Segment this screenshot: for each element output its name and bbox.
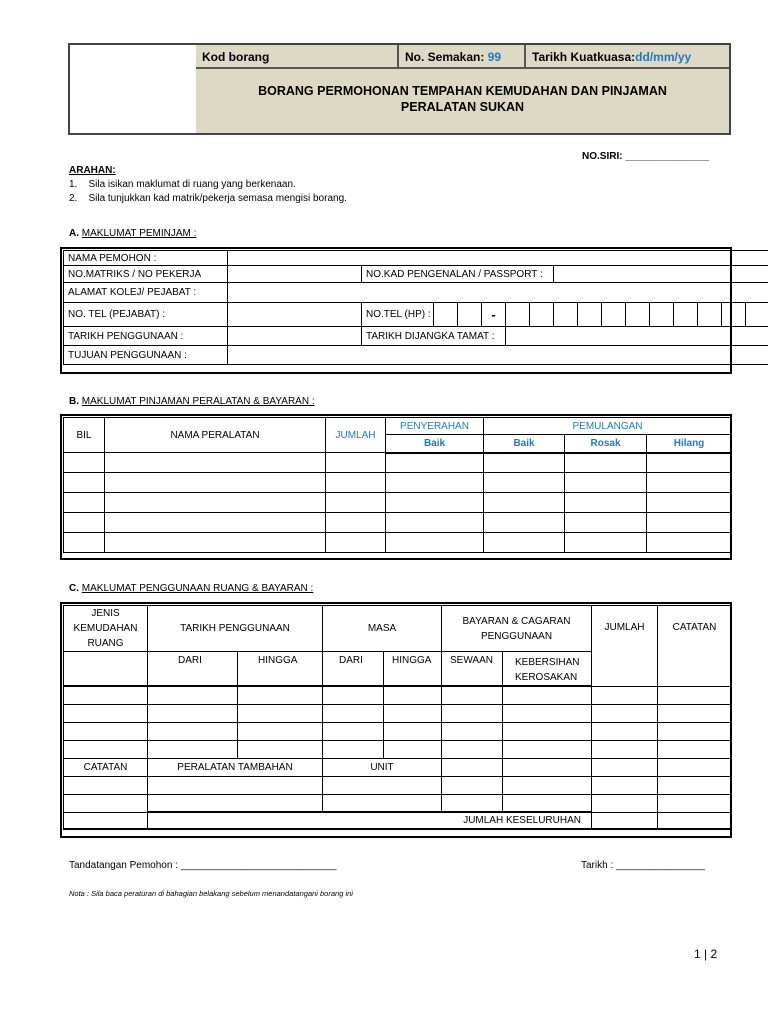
arahan-item: 1. Sila isikan maklumat di ruang yang berkenaan.: [69, 179, 296, 190]
table-cell[interactable]: [503, 740, 592, 758]
tel-hp-digit[interactable]: [578, 303, 602, 327]
table-cell[interactable]: [503, 776, 592, 794]
table-cell[interactable]: [105, 513, 326, 533]
penyerahan-header: PENYERAHAN: [386, 418, 484, 435]
table-cell[interactable]: [658, 722, 732, 740]
pemulangan-header: PEMULANGAN: [484, 418, 732, 435]
table-cell[interactable]: [323, 776, 442, 794]
table-cell[interactable]: [386, 453, 484, 473]
tel-hp-dash: -: [482, 303, 506, 327]
table-cell[interactable]: [238, 740, 323, 758]
table-cell[interactable]: [592, 758, 658, 776]
masa-hingga-header: HINGGA: [384, 652, 442, 687]
pemulangan-rosak: Rosak: [565, 435, 647, 453]
tel-hp-digit[interactable]: [506, 303, 530, 327]
pemulangan-hilang: Hilang: [647, 435, 732, 453]
tel-hp-digit[interactable]: [458, 303, 482, 327]
table-cell[interactable]: [658, 686, 732, 704]
catatan-header: CATATAN: [658, 606, 732, 687]
table-cell[interactable]: [565, 453, 647, 473]
tarikh-tamat-field[interactable]: [506, 327, 768, 346]
nama-peralatan-header: NAMA PERALATAN: [105, 418, 326, 453]
table-cell[interactable]: [148, 704, 238, 722]
table-cell[interactable]: [323, 686, 384, 704]
table-cell[interactable]: [386, 473, 484, 493]
table-cell[interactable]: [384, 722, 442, 740]
jumlah-header: JUMLAH: [592, 606, 658, 687]
table-cell[interactable]: [503, 704, 592, 722]
table-cell[interactable]: [323, 740, 384, 758]
table-cell[interactable]: [323, 794, 442, 812]
table-cell[interactable]: [148, 776, 323, 794]
table-cell[interactable]: [326, 513, 386, 533]
table-cell[interactable]: [326, 533, 386, 553]
table-cell: [64, 812, 148, 829]
tel-hp-digit[interactable]: [554, 303, 578, 327]
table-cell[interactable]: [503, 686, 592, 704]
table-cell[interactable]: [647, 473, 732, 493]
table-cell[interactable]: [442, 794, 503, 812]
tarikh-guna-field[interactable]: [228, 327, 362, 346]
table-cell[interactable]: [592, 776, 658, 794]
jumlah-keseluruhan-field[interactable]: [592, 812, 658, 829]
matriks-label: NO.MATRIKS / NO PEKERJA: [64, 266, 228, 283]
catatan-label: CATATAN: [64, 758, 148, 776]
table-cell[interactable]: [326, 453, 386, 473]
page-number: 1 | 2: [694, 947, 718, 961]
hingga-header: HINGGA: [238, 652, 323, 687]
table-cell[interactable]: [148, 740, 238, 758]
table-cell[interactable]: [592, 722, 658, 740]
alamat-label: ALAMAT KOLEJ/ PEJABAT :: [64, 283, 228, 303]
tarikh-guna-label: TARIKH PENGGUNAAN :: [64, 327, 228, 346]
table-cell[interactable]: [64, 776, 148, 794]
form-header: [68, 43, 731, 135]
table-cell[interactable]: [442, 722, 503, 740]
bayaran-header: BAYARAN & CAGARAN PENGGUNAAN: [442, 606, 592, 652]
table-cell[interactable]: [658, 704, 732, 722]
table-cell[interactable]: [565, 533, 647, 553]
arahan-item: 2. Sila tunjukkan kad matrik/pekerja semasa mengisi borang.: [69, 193, 347, 204]
section-c-frame: [60, 602, 732, 838]
table-cell[interactable]: [384, 740, 442, 758]
tel-hp-digit[interactable]: [530, 303, 554, 327]
table-cell[interactable]: [647, 533, 732, 553]
penyerahan-baik: Baik: [386, 435, 484, 453]
tarikh-kuatkuasa: Tarikh Kuatkuasa:dd/mm/yy: [526, 45, 729, 69]
tel-hp-digit[interactable]: [674, 303, 698, 327]
table-cell[interactable]: [64, 722, 148, 740]
table-cell[interactable]: [647, 493, 732, 513]
table-cell[interactable]: [592, 740, 658, 758]
table-cell[interactable]: [105, 473, 326, 493]
masa-dari-header: DARI: [323, 652, 384, 687]
kod-borang: Kod borang: [196, 45, 399, 69]
kad-field[interactable]: [554, 266, 768, 283]
tel-hp-digit[interactable]: [626, 303, 650, 327]
section-a-title: A. MAKLUMAT PEMINJAM :: [69, 228, 197, 239]
table-cell[interactable]: [386, 533, 484, 553]
arahan-block: [69, 164, 347, 206]
table-cell[interactable]: [503, 758, 592, 776]
table-cell[interactable]: [442, 776, 503, 794]
jenis-header: JENIS KEMUDAHAN RUANG: [64, 606, 148, 652]
table-cell[interactable]: [658, 794, 732, 812]
section-b-title: B. MAKLUMAT PINJAMAN PERALATAN & BAYARAN :: [69, 396, 315, 407]
table-cell[interactable]: [326, 473, 386, 493]
table-cell[interactable]: [442, 686, 503, 704]
table-cell[interactable]: [484, 493, 565, 513]
table-cell[interactable]: [658, 740, 732, 758]
table-cell[interactable]: [323, 722, 384, 740]
table-cell[interactable]: [484, 513, 565, 533]
matriks-field[interactable]: [228, 266, 362, 283]
section-a-frame: [60, 247, 732, 374]
header-info-box: [196, 45, 729, 133]
tujuan-label: TUJUAN PENGGUNAAN :: [64, 346, 228, 365]
table-cell[interactable]: [565, 493, 647, 513]
table-cell[interactable]: [64, 453, 105, 473]
table-cell[interactable]: [238, 704, 323, 722]
table-cell[interactable]: [64, 740, 148, 758]
unit-label: UNIT: [323, 758, 442, 776]
table-cell[interactable]: [64, 533, 105, 553]
pemulangan-baik: Baik: [484, 435, 565, 453]
peralatan-tambahan-label: PERALATAN TAMBAHAN: [148, 758, 323, 776]
nama-pemohon-label: NAMA PEMOHON :: [64, 251, 228, 266]
table-cell[interactable]: [238, 686, 323, 704]
table-cell[interactable]: [658, 812, 732, 829]
table-cell[interactable]: [658, 758, 732, 776]
tel-pejabat-field[interactable]: [228, 303, 362, 327]
form-title: BORANG PERMOHONAN TEMPAHAN KEMUDAHAN DAN PINJAMAN PERALATAN SUKAN: [258, 84, 667, 114]
table-cell[interactable]: [658, 776, 732, 794]
sewaan-header: SEWAAN: [442, 652, 503, 687]
tarikh-line: Tarikh : ________________: [581, 860, 705, 871]
section-c-title: C. MAKLUMAT PENGGUNAAN RUANG & BAYARAN :: [69, 583, 314, 594]
table-cell[interactable]: [148, 722, 238, 740]
table-cell[interactable]: [323, 704, 384, 722]
section-a-table: [63, 250, 768, 365]
table-cell[interactable]: [565, 513, 647, 533]
tel-hp-digit[interactable]: [434, 303, 458, 327]
no-siri: NO.SIRI: _______________: [582, 151, 709, 162]
jumlah-header: JUMLAH: [326, 418, 386, 453]
table-cell[interactable]: [326, 493, 386, 513]
table-cell[interactable]: [592, 686, 658, 704]
masa-header: MASA: [323, 606, 442, 652]
alamat-field[interactable]: [228, 283, 768, 303]
tel-pejabat-label: NO. TEL (PEJABAT) :: [64, 303, 228, 327]
table-cell[interactable]: [484, 473, 565, 493]
jumlah-keseluruhan-label: JUMLAH KESELURUHAN: [148, 812, 592, 829]
section-b-frame: [60, 414, 732, 560]
dari-header: DARI: [148, 652, 238, 687]
table-cell[interactable]: [592, 794, 658, 812]
tel-hp-digit[interactable]: [698, 303, 722, 327]
table-cell[interactable]: [442, 704, 503, 722]
table-cell[interactable]: [484, 533, 565, 553]
table-cell[interactable]: [647, 513, 732, 533]
logo-placeholder: [70, 45, 198, 133]
kad-label: NO.KAD PENGENALAN / PASSPORT :: [362, 266, 554, 283]
arahan-title: ARAHAN:: [69, 165, 116, 176]
table-cell[interactable]: [105, 533, 326, 553]
table-cell[interactable]: [64, 473, 105, 493]
table-cell[interactable]: [386, 493, 484, 513]
tandatangan-line: Tandatangan Pemohon : ____________________________: [69, 860, 337, 871]
tel-hp-digit[interactable]: [722, 303, 746, 327]
table-cell[interactable]: [64, 513, 105, 533]
table-cell[interactable]: [64, 794, 148, 812]
table-cell[interactable]: [386, 513, 484, 533]
table-cell[interactable]: [148, 686, 238, 704]
kebersihan-header: KEBERSIHAN KEROSAKAN: [503, 652, 592, 687]
table-cell[interactable]: [384, 686, 442, 704]
tarikh-header: TARIKH PENGGUNAAN: [148, 606, 323, 652]
nama-pemohon-field[interactable]: [228, 251, 768, 266]
table-cell[interactable]: [64, 704, 148, 722]
section-c-table: [63, 605, 732, 830]
table-cell[interactable]: [442, 758, 503, 776]
table-cell[interactable]: [64, 686, 148, 704]
tarikh-tamat-label: TARIKH DIJANGKA TAMAT :: [362, 327, 506, 346]
nota: Nota : Sila baca peraturan di bahagian belakang sebelum menandatangani borang ini: [69, 889, 353, 898]
tel-hp-digit[interactable]: [602, 303, 626, 327]
table-cell[interactable]: [105, 453, 326, 473]
table-cell[interactable]: [238, 722, 323, 740]
table-cell[interactable]: [384, 704, 442, 722]
table-cell[interactable]: [484, 453, 565, 473]
no-semakan: No. Semakan: 99: [399, 45, 526, 69]
tujuan-field[interactable]: [228, 346, 768, 365]
table-cell[interactable]: [442, 740, 503, 758]
jenis-sub: [64, 652, 148, 687]
table-cell[interactable]: [592, 704, 658, 722]
table-cell[interactable]: [148, 794, 323, 812]
section-b-table: [63, 417, 732, 553]
table-cell[interactable]: [565, 473, 647, 493]
tel-hp-digit[interactable]: [746, 303, 768, 327]
table-cell[interactable]: [503, 722, 592, 740]
table-cell[interactable]: [503, 794, 592, 812]
table-cell[interactable]: [64, 493, 105, 513]
bil-header: BIL: [64, 418, 105, 453]
tel-hp-digit[interactable]: [650, 303, 674, 327]
tel-hp-label: NO.TEL (HP) :: [362, 303, 434, 327]
table-cell[interactable]: [647, 453, 732, 473]
table-cell[interactable]: [105, 493, 326, 513]
